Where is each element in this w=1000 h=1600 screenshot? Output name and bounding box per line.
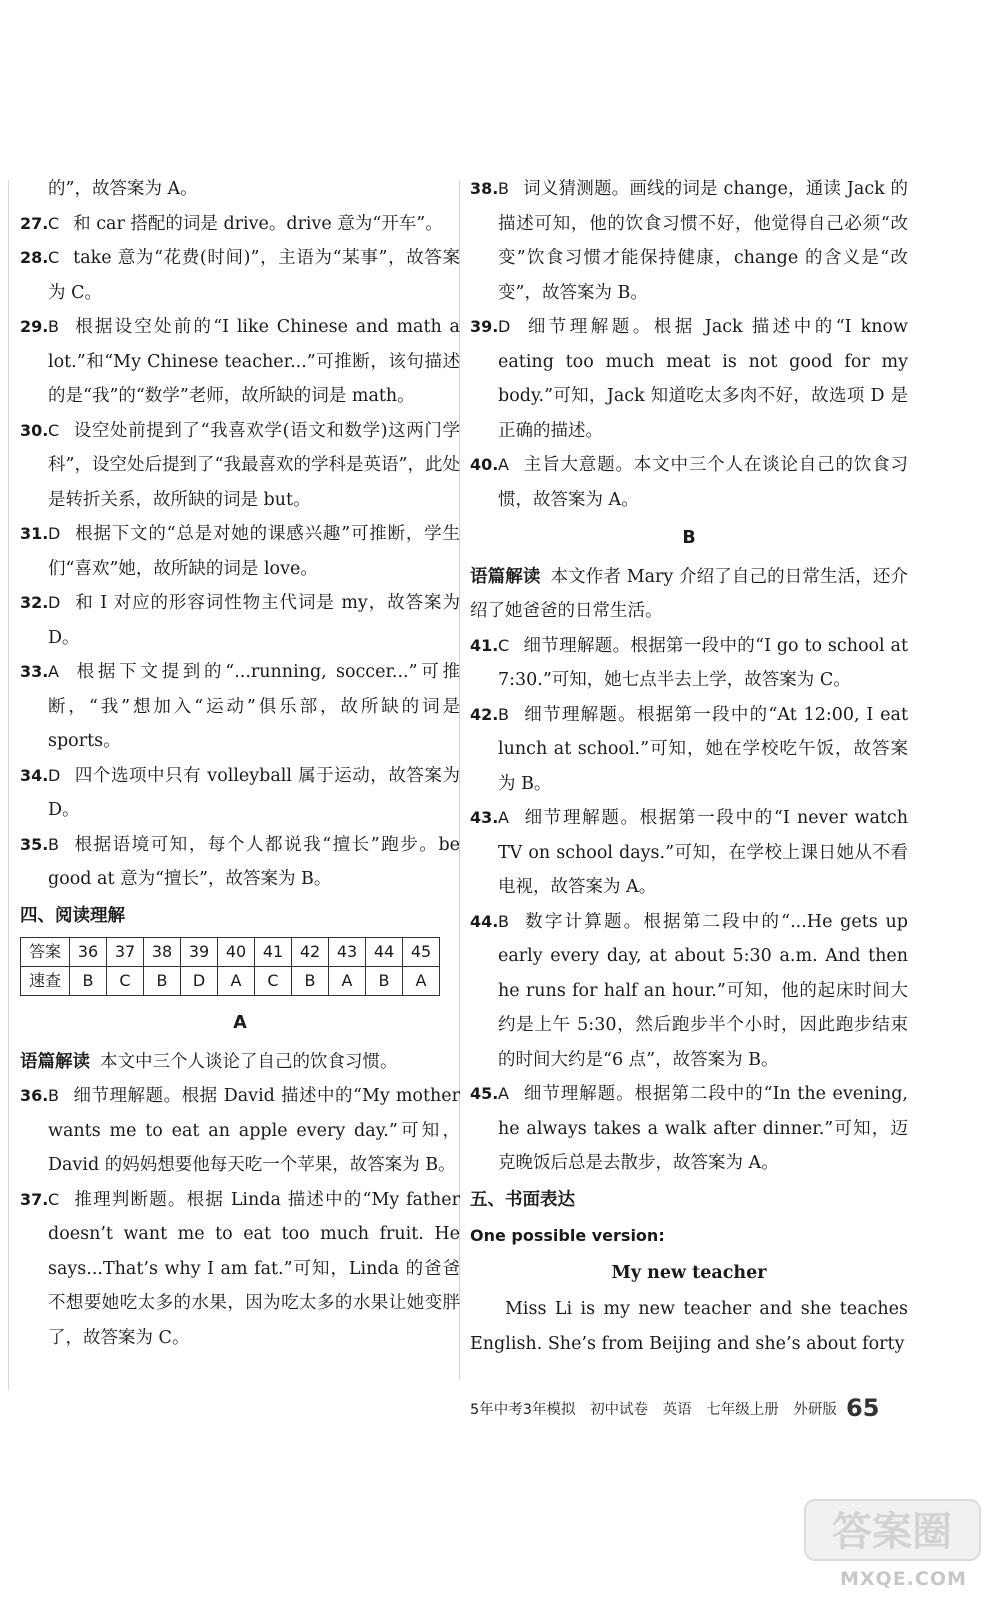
answer-letter: D	[48, 593, 61, 612]
answer-item	[470, 448, 908, 517]
answer-item	[470, 801, 908, 905]
answer-letter: B	[48, 834, 59, 854]
explanation-text: take 意为“花费(时间)”，主语为“某事”，故答案为 C。	[48, 248, 460, 303]
answer-letter: C	[498, 635, 510, 655]
question-number: 32.	[20, 593, 49, 612]
page-footer	[470, 1398, 900, 1419]
footer-subject: 英语	[662, 1402, 692, 1418]
explanation-text: 细节理解题。根据第一段中的“At 12:00, I eat lunch at school.”可知，她在学校吃午饭，故答案为 B。	[498, 704, 908, 794]
explanation-text: 根据设空处前的“I like Chinese and math a lot.”和“My Chinese teacher...”可推断，该句描述的是“我”的“数学”老师，故所缺的词是 math。	[48, 317, 460, 406]
explanation-text: 细节理解题。根据 Jack 描述中的“I know eating too much meat is not good for my body.”可知，Jack 知道吃太多肉不好，故选项 D 是正确的描述。	[498, 317, 908, 441]
table-answer-letter: D	[181, 967, 218, 996]
explanation-text: 根据下文的“总是对她的课感兴趣”可推断，学生们“喜欢”她，故所缺的词是 love。	[48, 524, 460, 579]
explanation-text: 词义猜测题。画线的词是 change，通读 Jack 的描述可知，他的饮食习惯不好，他觉得自己必须“改变”饮食习惯才能保持健康，change 的含义是“改变”，故答案为 B。	[498, 179, 908, 303]
table-question-number: 39	[181, 938, 218, 967]
table-question-number: 40	[218, 938, 255, 967]
answer-item	[20, 517, 460, 586]
answer-letter: D	[48, 524, 61, 543]
answer-letter: A	[48, 662, 59, 681]
table-answer-letter: C	[255, 967, 292, 996]
answer-letter: C	[48, 1189, 60, 1209]
table-answer-letter: B	[70, 967, 107, 996]
right-column	[470, 172, 908, 1361]
essay-text: Miss Li is my new teacher and she teaches English. She’s from Beijing and she’s about forty	[470, 1299, 908, 1354]
continued-text: 的”，故答案为 A。	[48, 179, 198, 199]
answer-item	[20, 828, 460, 897]
question-number: 34.	[20, 765, 49, 785]
left-answer-list-2	[20, 1079, 460, 1355]
passage-summary-b	[470, 560, 908, 629]
answer-item	[20, 241, 460, 310]
explanation-text: 细节理解题。根据 David 描述中的“My mother wants me to eat an apple every day.”可知，David 的妈妈想要他每天吃一个苹果，故答案为 B。	[48, 1086, 460, 1175]
table-question-number: 44	[366, 938, 403, 967]
table-answer-letter: B	[292, 967, 329, 996]
answer-item	[470, 172, 908, 310]
question-number: 35.	[20, 834, 49, 854]
explanation-text: 根据下文提到的“...running, soccer...”可推断，“我”想加入“运动”俱乐部，故所缺的词是 sports。	[48, 662, 460, 751]
explanation-text: 数字计算题。根据第二段中的“...He gets up early every day, at about 5:30 a.m. And then he runs for half an hour.”可知，他的起床时间大约是上午 5:30，然后跑步半个小时，因此跑步结束的时间大约是“6 点”，故答案为 B。	[498, 911, 908, 1070]
part-a-heading: A	[233, 1013, 247, 1033]
answer-letter: D	[498, 317, 511, 336]
answer-letter: B	[48, 1086, 59, 1105]
table-question-number: 42	[292, 938, 329, 967]
footer-grade: 七年级上册	[706, 1402, 779, 1418]
left-answer-list	[20, 207, 460, 897]
question-number: 40.	[470, 455, 499, 474]
question-number: 42.	[470, 704, 499, 724]
question-number: 30.	[20, 420, 49, 440]
answer-letter: B	[48, 317, 59, 336]
part-b-heading: B	[682, 528, 696, 548]
answer-item	[470, 629, 908, 698]
answer-item	[20, 759, 460, 828]
right-answer-list-2	[470, 629, 908, 1181]
watermark-site: MXQE.COM	[840, 1568, 967, 1590]
answer-letter: C	[48, 420, 60, 440]
table-answer-letter: A	[403, 967, 440, 996]
question-number: 37.	[20, 1189, 49, 1209]
table-answer-letter: C	[107, 967, 144, 996]
answer-letter: D	[48, 765, 61, 785]
question-number: 36.	[20, 1086, 49, 1105]
answer-quick-table	[20, 937, 440, 996]
version-label: One possible version:	[470, 1226, 665, 1245]
section-heading-writing: 五、书面表达	[470, 1189, 575, 1210]
essay-title: My new teacher	[611, 1262, 767, 1283]
left-margin-rule	[8, 180, 9, 1390]
left-column	[20, 172, 460, 1355]
passage-summary-a	[20, 1045, 460, 1080]
page-number: 65	[846, 1394, 880, 1422]
answer-item	[470, 310, 908, 448]
explanation-text: 细节理解题。根据第一段中的“I go to school at 7:30.”可知，她七点半去上学，故答案为 C。	[498, 635, 908, 690]
answer-item	[470, 1077, 908, 1181]
table-label-check: 速查	[21, 967, 70, 996]
table-label-answer: 答案	[21, 938, 70, 967]
answer-letter: B	[498, 911, 509, 931]
table-answer-letter: B	[144, 967, 181, 996]
table-answer-letter: A	[329, 967, 366, 996]
question-number: 44.	[470, 911, 499, 931]
explanation-text: 推理判断题。根据 Linda 描述中的“My father doesn’t want me to eat too much fruit. He says...That’s why I am fat.”可知，Linda 的爸爸不想要她吃太多的水果，因为吃太多的水果让她变胖了，故答案为 C。	[48, 1189, 460, 1348]
answer-item	[20, 1079, 460, 1183]
explanation-text: 四个选项中只有 volleyball 属于运动，故答案为 D。	[48, 765, 460, 820]
question-number: 43.	[470, 808, 499, 827]
table-question-number: 43	[329, 938, 366, 967]
table-question-number: 45	[403, 938, 440, 967]
footer-series: 5年中考3年模拟	[470, 1402, 576, 1418]
table-answer-letter: A	[218, 967, 255, 996]
question-number: 27.	[20, 213, 49, 233]
answer-letter: A	[498, 808, 509, 827]
answer-item	[20, 414, 460, 518]
question-number: 45.	[470, 1084, 499, 1103]
answer-item	[470, 698, 908, 802]
question-number: 28.	[20, 248, 49, 267]
explanation-text: 主旨大意题。本文中三个人在谈论自己的饮食习惯，故答案为 A。	[498, 455, 908, 510]
question-number: 33.	[20, 662, 49, 681]
table-answer-letter: B	[366, 967, 403, 996]
section-heading-reading: 四、阅读理解	[20, 905, 125, 926]
answer-letter: B	[498, 179, 509, 198]
explanation-text: 细节理解题。根据第二段中的“In the evening, he always takes a walk after dinner.”可知，迈克晚饭后总是去散步，故答案为 A。	[498, 1084, 908, 1173]
question-number: 31.	[20, 524, 49, 543]
table-question-number: 37	[107, 938, 144, 967]
answer-item	[20, 586, 460, 655]
answer-letter: C	[48, 213, 60, 233]
answer-item	[20, 207, 460, 242]
answer-item	[20, 655, 460, 759]
explanation-text: 和 car 搭配的词是 drive。drive 意为“开车”。	[73, 213, 443, 234]
answer-item	[20, 1183, 460, 1356]
answer-letter: A	[498, 1084, 509, 1103]
passage-tag: 语篇解读	[20, 1051, 90, 1072]
question-number: 41.	[470, 635, 499, 655]
passage-tag: 语篇解读	[470, 566, 541, 587]
table-question-number: 38	[144, 938, 181, 967]
question-number: 39.	[470, 317, 499, 336]
footer-edition: 外研版	[793, 1402, 837, 1418]
footer-type: 初中试卷	[590, 1402, 649, 1418]
right-answer-list	[470, 172, 908, 517]
passage-text: 本文作者 Mary 介绍了自己的日常生活，还介绍了她爸爸的日常生活。	[470, 566, 909, 621]
answer-letter: C	[48, 248, 60, 267]
answer-letter: A	[498, 455, 509, 474]
question-number: 29.	[20, 317, 49, 336]
explanation-text: 设空处前提到了“我喜欢学(语文和数学)这两门学科”，设空处后提到了“我最喜欢的学科是英语”，此处是转折关系，故所缺的词是 but。	[48, 420, 460, 510]
table-question-number: 41	[255, 938, 292, 967]
watermark-logo-text: 答案圈	[832, 1509, 952, 1555]
question-number: 38.	[470, 179, 499, 198]
explanation-text: 细节理解题。根据第一段中的“I never watch TV on school days.”可知，在学校上课日她从不看电视，故答案为 A。	[498, 808, 908, 897]
passage-text: 本文中三个人谈论了自己的饮食习惯。	[100, 1051, 398, 1072]
answer-item	[470, 905, 908, 1078]
answer-letter: B	[498, 704, 509, 724]
answer-item	[20, 310, 460, 414]
table-question-number: 36	[70, 938, 107, 967]
explanation-text: 根据语境可知，每个人都说我“擅长”跑步。be good at 意为“擅长”，故答案为 B。	[48, 834, 460, 889]
explanation-text: 和 I 对应的形容词性物主代词是 my，故答案为 D。	[48, 593, 460, 648]
